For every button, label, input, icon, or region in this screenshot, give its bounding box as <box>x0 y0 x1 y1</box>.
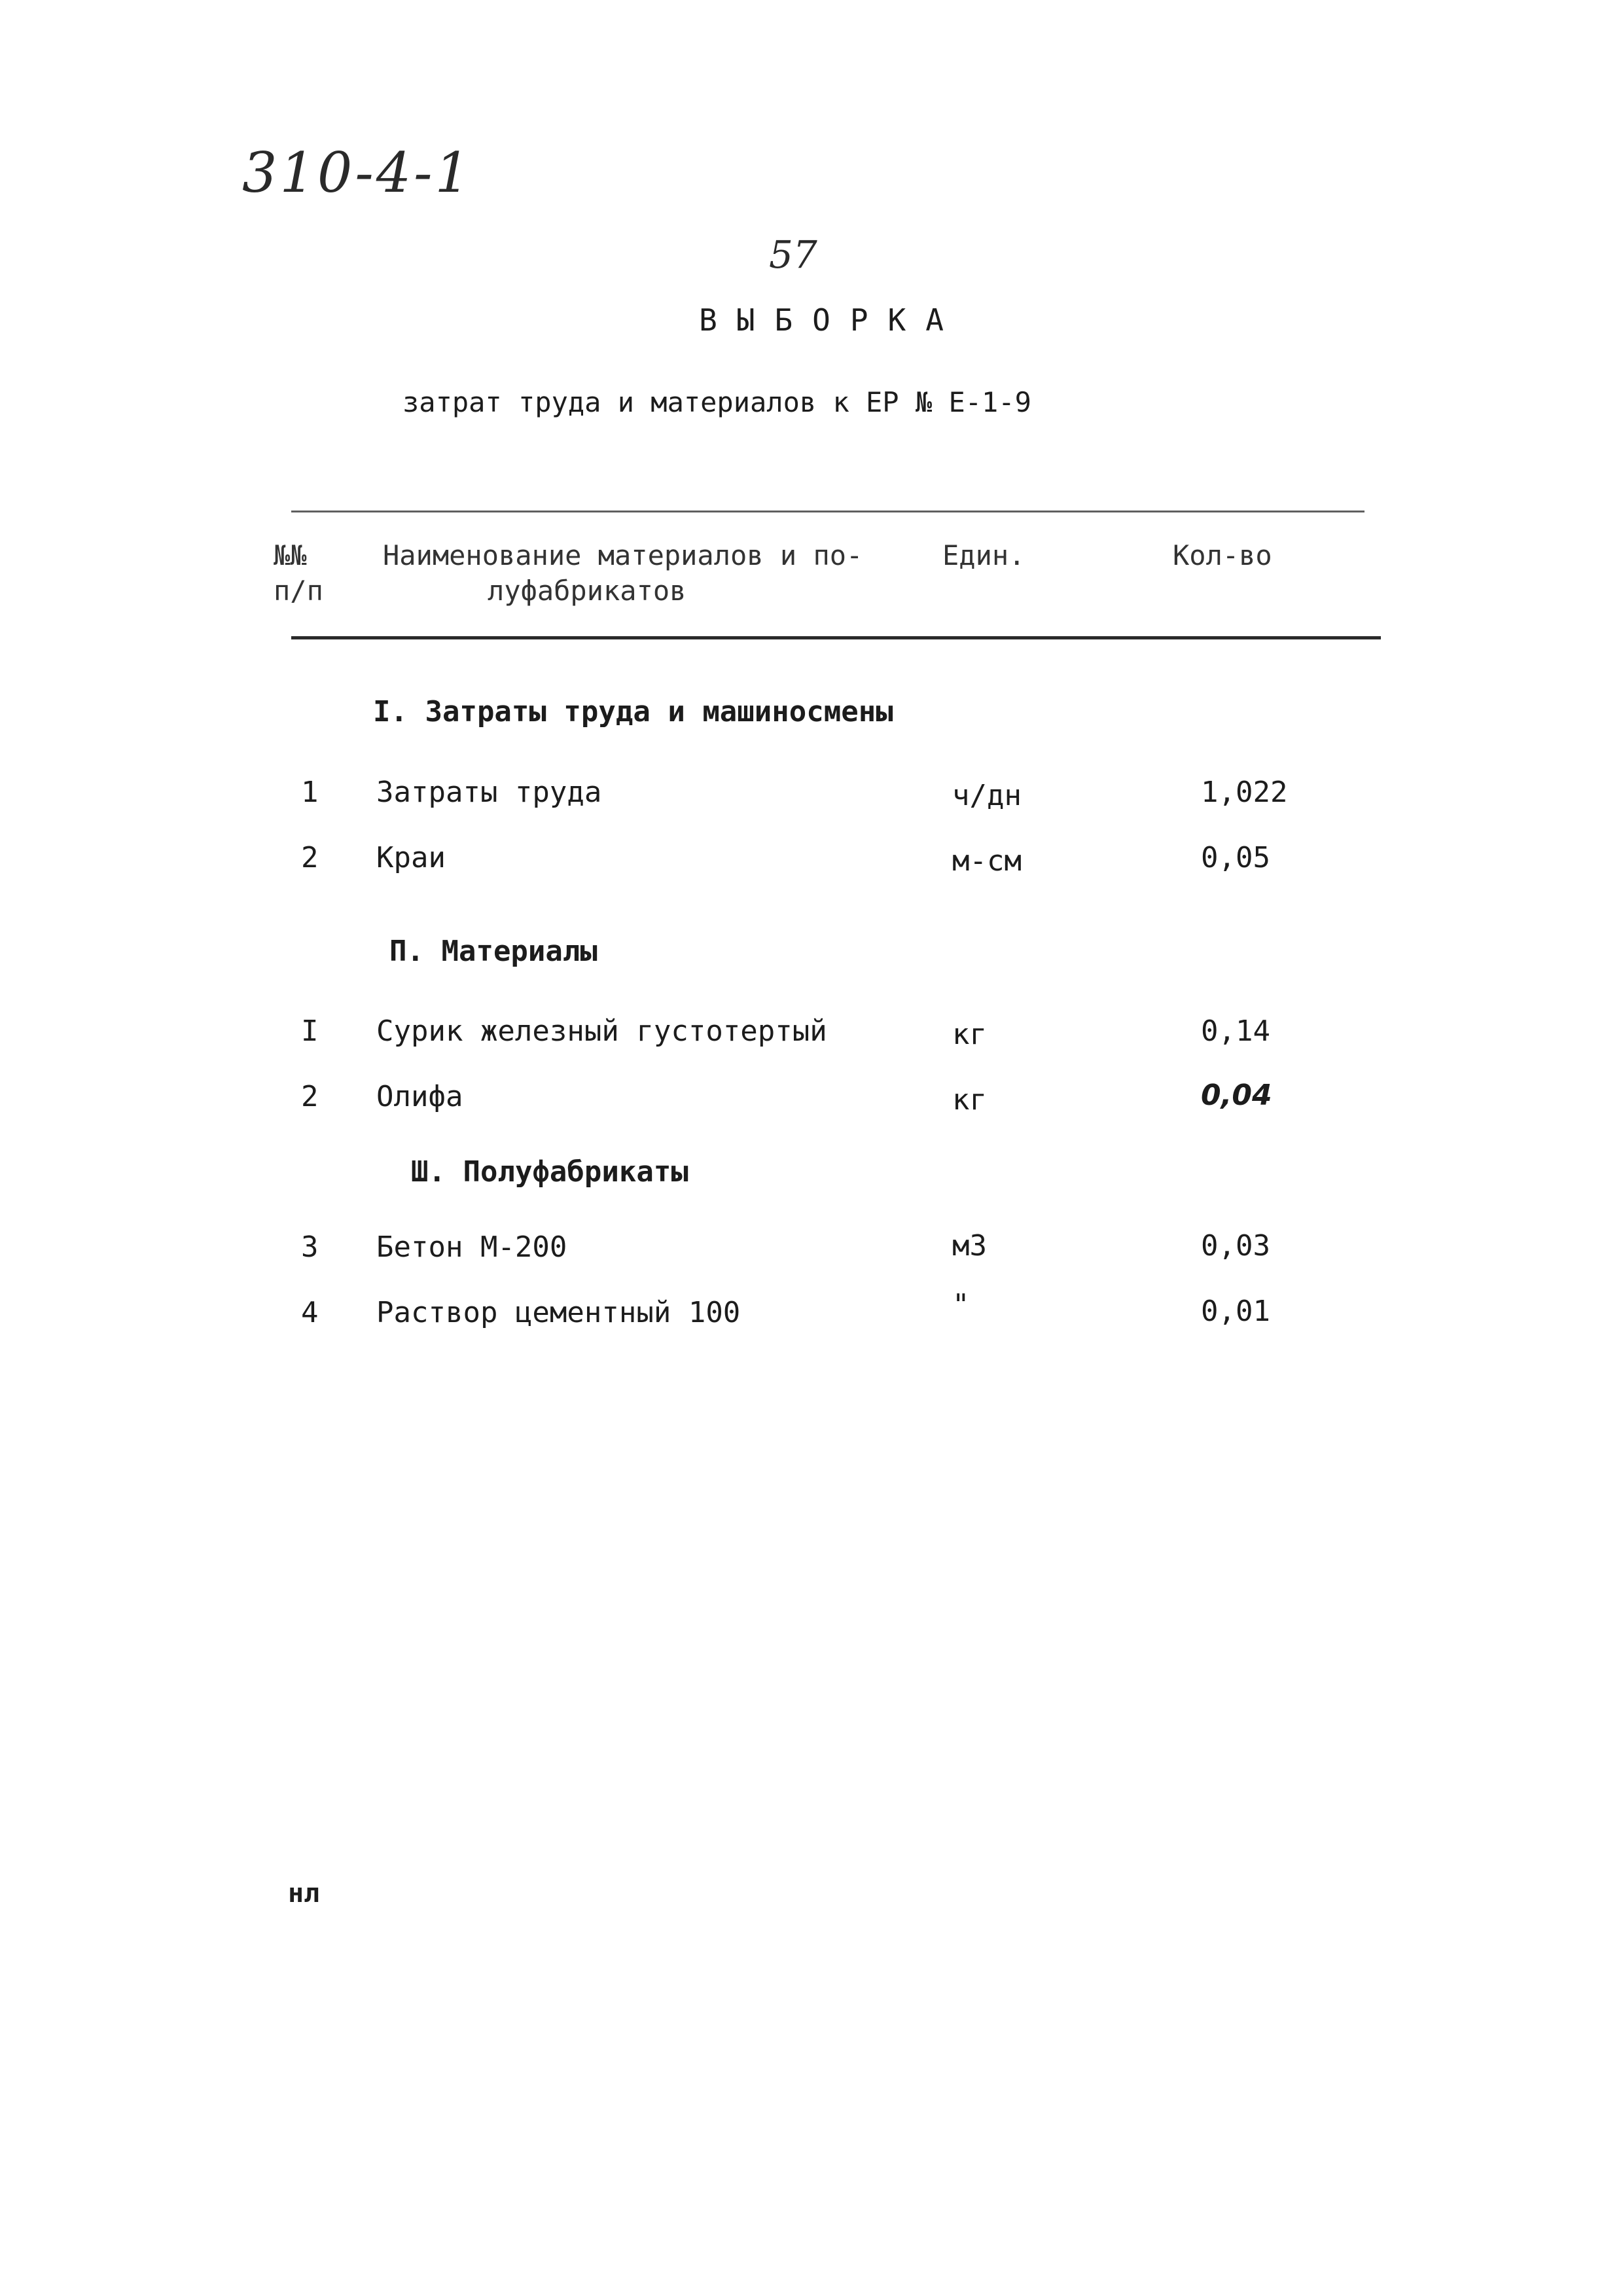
row-unit: кг <box>952 1018 987 1051</box>
header-name-column <box>383 538 863 609</box>
document-title: ВЫБОРКА <box>699 302 963 338</box>
row-name: Раствор цементный 100 <box>376 1296 741 1329</box>
row-quantity: 0,01 <box>1201 1295 1270 1328</box>
document-subtitle: затрат труда и материалов к ЕР № Е-1-9 <box>402 386 1031 418</box>
header-name-line1: Наименование материалов и по- <box>383 539 863 571</box>
header-number-line1: №№ <box>274 539 307 571</box>
row-name: Краи <box>376 841 446 874</box>
footer-mark: нл <box>288 1878 320 1909</box>
row-quantity: 0,14 <box>1201 1014 1270 1048</box>
table-top-rule <box>291 511 1364 512</box>
header-quantity-column: Кол-во <box>1173 539 1272 571</box>
row-unit: ч/дн <box>952 779 1022 812</box>
row-quantity: 0,04 <box>1201 1079 1272 1112</box>
header-number-column <box>274 538 323 609</box>
row-number: 2 <box>301 1080 319 1113</box>
document-code: 310-4-1 <box>242 141 473 205</box>
row-unit: кг <box>952 1083 987 1117</box>
row-quantity: 0,03 <box>1201 1229 1270 1263</box>
row-name: Бетон М-200 <box>376 1230 567 1264</box>
row-name: Сурик железный густотертый <box>376 1014 827 1048</box>
row-unit: м3 <box>952 1229 987 1263</box>
section-title-semifinished: Ш. Полуфабрикаты <box>411 1155 688 1189</box>
row-unit: м-см <box>952 844 1022 878</box>
page-number: 57 <box>769 232 817 277</box>
row-number: 3 <box>301 1230 319 1264</box>
section-title-labor: I. Затраты труда и машиносмены <box>373 695 893 728</box>
row-quantity: 0,05 <box>1201 841 1270 874</box>
section-title-materials: П. Материалы <box>389 935 597 968</box>
table-header-rule <box>291 636 1381 639</box>
row-quantity: 1,022 <box>1201 776 1288 809</box>
row-unit: " <box>952 1288 970 1321</box>
row-number: 1 <box>301 776 319 809</box>
row-name: Затраты труда <box>376 776 602 809</box>
header-unit-column: Един. <box>942 539 1026 571</box>
row-number: I <box>301 1014 319 1048</box>
row-number: 2 <box>301 841 319 874</box>
row-number: 4 <box>301 1296 319 1329</box>
row-name: Олифа <box>376 1080 463 1113</box>
header-name-line2: луфабрикатов <box>488 575 687 607</box>
header-number-line2: п/п <box>274 575 323 607</box>
